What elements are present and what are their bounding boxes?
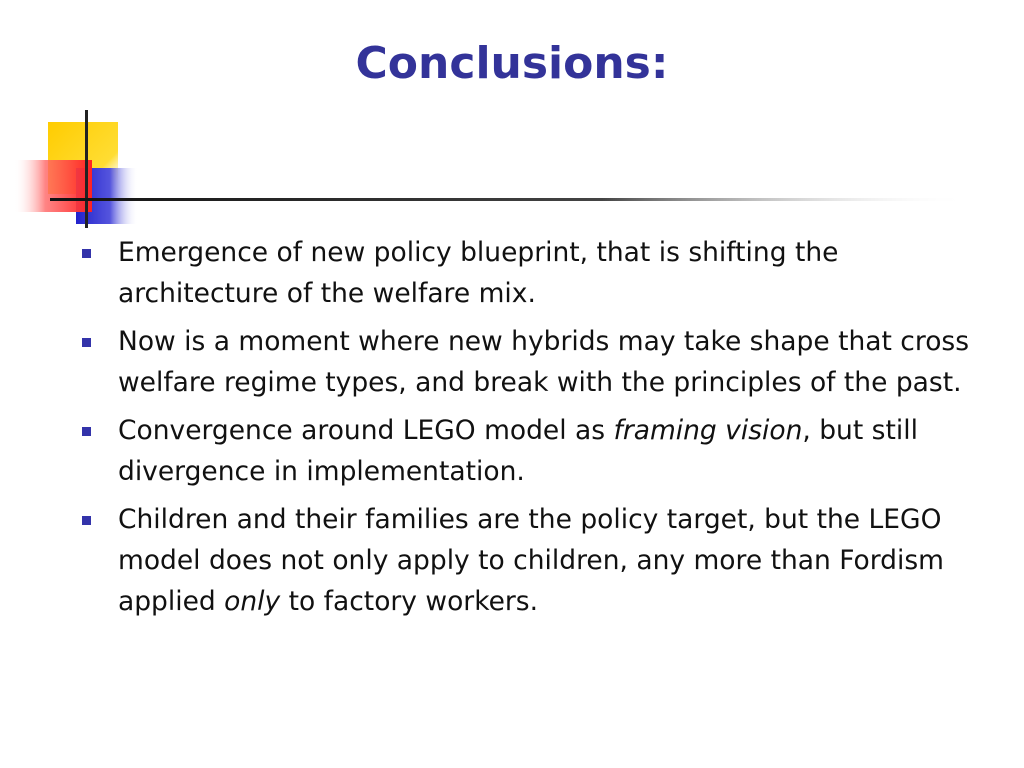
bullet-text: Now is a moment where new hybrids may take shape that cross welfare regime types, and break with the principles of the past.: [118, 326, 970, 398]
italic-emphasis: only: [224, 586, 281, 617]
bullet-list: [0, 232, 1024, 629]
decor-red-square: [14, 160, 92, 212]
bullet-text: Convergence around LEGO model as framing vision, but still divergence in implementation.: [118, 415, 918, 487]
bullet-text: Emergence of new policy blueprint, that is shifting the architecture of the welfare mix.: [118, 237, 839, 309]
square-bullet-icon: [82, 427, 91, 436]
decor-horizontal-line: [50, 198, 970, 201]
square-bullet-icon: [82, 516, 91, 525]
bullet-item: [0, 321, 1024, 403]
bullet-item: [0, 232, 1024, 314]
square-bullet-icon: [82, 338, 91, 347]
italic-emphasis: framing vision: [613, 415, 803, 446]
bullet-item: [0, 499, 1024, 622]
square-bullet-icon: [82, 249, 91, 258]
slide-title: Conclusions:: [355, 38, 669, 89]
bullet-item: [0, 410, 1024, 492]
title-decoration: [0, 0, 1024, 240]
decor-vertical-line: [85, 110, 88, 228]
bullet-text: Children and their families are the policy target, but the LEGO model does not only apply to children, any more than Fordism applied only to factory workers.: [118, 504, 944, 617]
